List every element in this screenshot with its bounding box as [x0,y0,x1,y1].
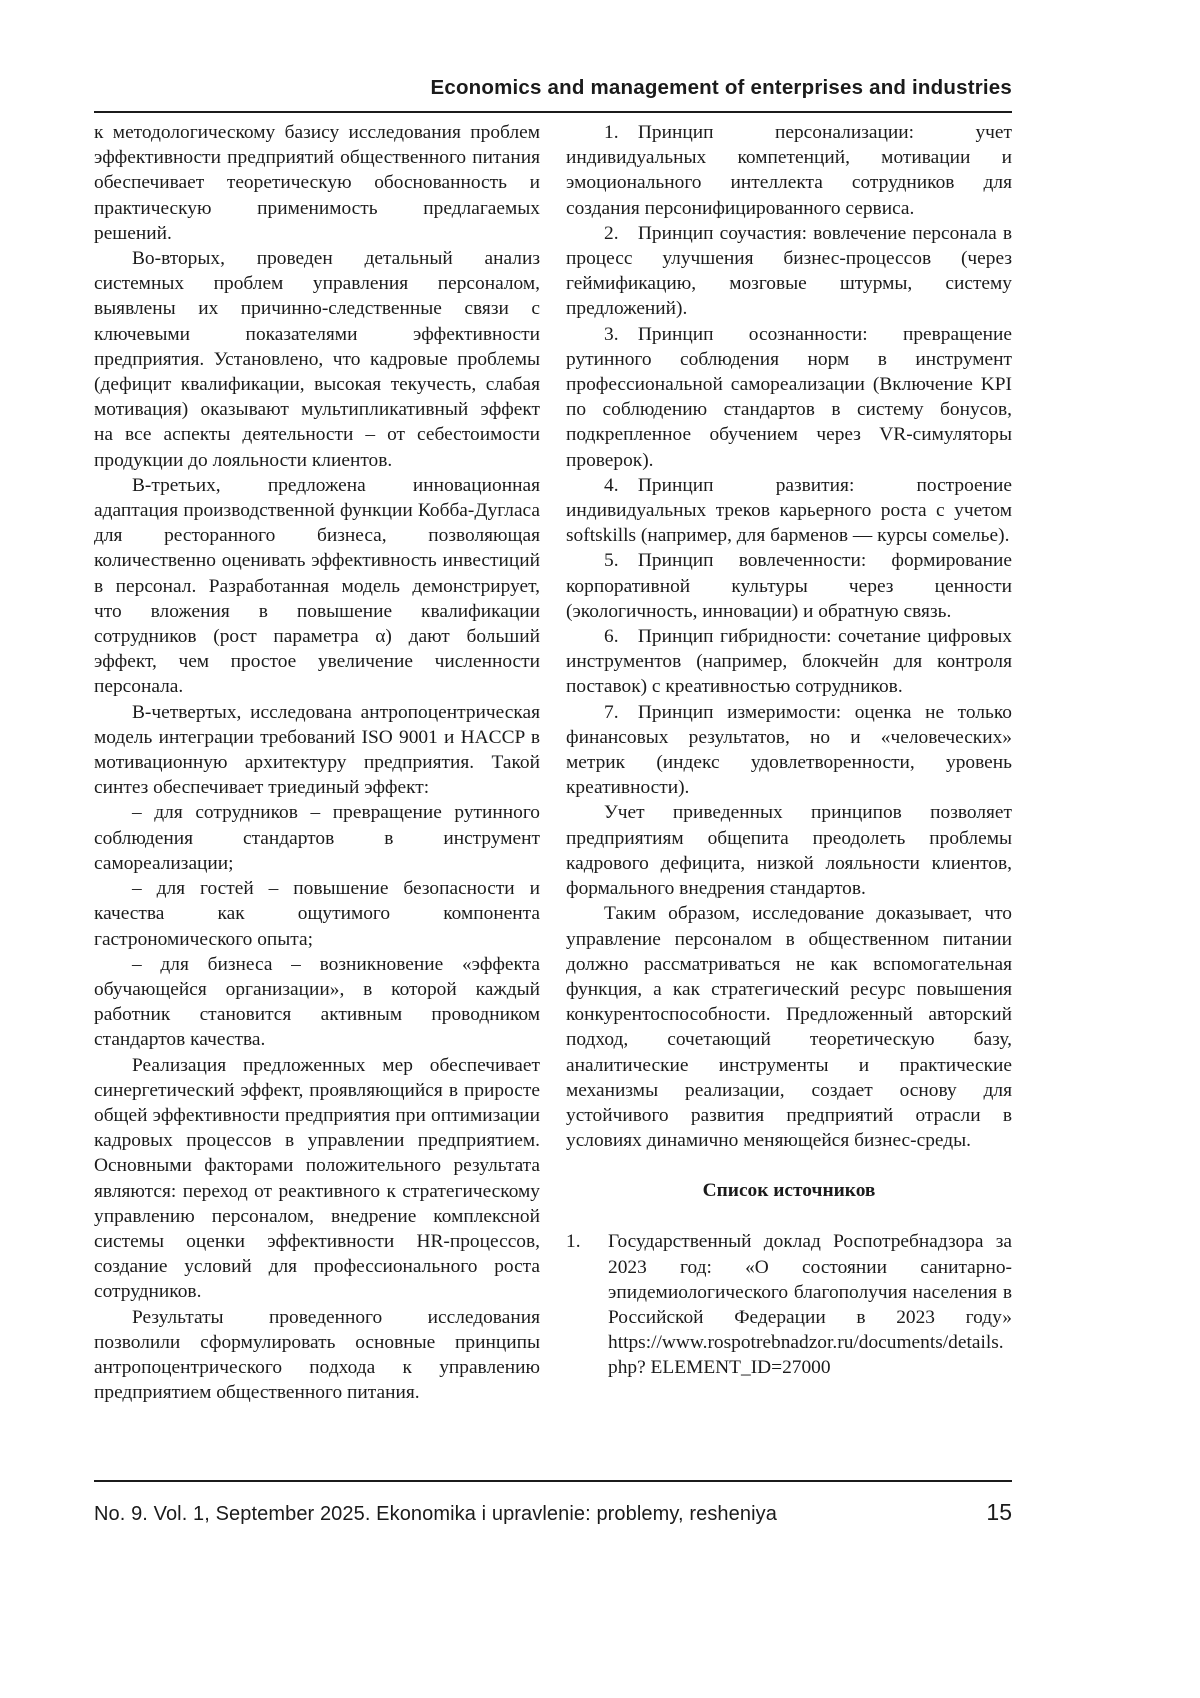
reference-text: Государственный доклад Роспотребнадзора за 2023 год: «О состоянии санитарно-эпидемиологического благополучия населения в Российской Федерации в 2023 году» https://www.rospotrebnadzor.ru/documents/details.php? ELEMENT_ID=27000 [608,1231,1012,1379]
paragraph: Реализация предложенных мер обеспечивает синергетический эффект, проявляющийся в приросте общей эффективности предприятия при оптимизации кадровых процессов в управлении предприятием. Основными факторами положительного результата являются: переход от реактивного к стратегическому управлению персоналом, внедрение комплексной системы оценки эффективности HR-процессов, создание условий для профессионального роста сотрудников. [94,1054,540,1303]
list-item-dash: – для сотрудников – превращение рутинного соблюдения стандартов в инструмент самореализации; [94,802,540,874]
header-rule [94,111,1012,113]
numbered-principle: 1. Принцип персонализации: учет индивидуальных компетенций, мотивации и эмоционального интеллекта сотрудников для создания персонифицированного сервиса. [566,122,1012,219]
paragraph: Результаты проведенного исследования позволили сформулировать основные принципы антропоцентрического подхода к управлению предприятием общественного питания. [94,1306,540,1404]
footer-issue-info: No. 9. Vol. 1, September 2025. Ekonomika i upravlenie: problemy, resheniya [94,1503,777,1525]
numbered-principle: 2. Принцип соучастия: вовлечение персонала в процесс улучшения бизнес-процессов (через геймификацию, мозговые штурмы, систему предложений). [566,222,1012,320]
reference-number: 1. [566,1231,581,1253]
paragraph: В-третьих, предложена инновационная адаптация производственной функции Кобба-Дугласа для ресторанного бизнеса, позволяющая количественно оценивать эффективность инвестиций в персонал. Разработанная модель демонстрирует, что вложения в повышение квалификации сотрудников (рост параметра α) дают больший эффект, чем простое увеличение численности персонала. [94,474,540,698]
paragraph: Учет приведенных принципов позволяет предприятиям общепита преодолеть проблемы кадрового дефицита, низкой лояльности клиентов, формального внедрения стандартов. [566,802,1012,900]
running-head [94,76,1012,113]
footer-rule [94,1480,1012,1482]
numbered-principle: 7. Принцип измеримости: оценка не только финансовых результатов, но и «человеческих» метрик (индекс удовлетворенности, уровень креативности). [566,701,1012,799]
paragraph: Во-вторых, проведен детальный анализ системных проблем управления персоналом, выявлены их причинно-следственные связи с ключевыми показателями эффективности предприятия. Установлено, что кадровые проблемы (дефицит квалификации, высокая текучесть, слабая мотивация) оказывают мультипликативный эффект на все аспекты деятельности – от себестоимости продукции до лояльности клиентов. [94,248,540,471]
footer-page-number: 15 [986,1499,1012,1525]
numbered-principle: 4. Принцип развития: построение индивидуальных треков карьерного роста с учетом softskills (например, для барменов — курсы сомелье). [566,474,1012,547]
page-footer [94,1480,1012,1526]
paragraph: к методологическому базису исследования проблем эффективности предприятий общественного питания обеспечивает теоретическую обоснованность и практическую применимость предлагаемых решений. [94,122,540,244]
article-body [94,120,1012,1405]
numbered-principle: 3. Принцип осознанности: превращение рутинного соблюдения норм в инструмент профессиональной самореализации (Включение KPI по соблюдению стандартов в систему бонусов, подкрепленное обучением через VR-симуляторы проверок). [566,323,1012,471]
right-column [566,120,1012,1405]
paragraph: Таким образом, исследование доказывает, что управление персоналом в общественном питании должно рассматриваться не как вспомогательная функция, а как стратегический ресурс повышения конкурентоспособности. Предложенный авторский подход, сочетающий теоретическую базу, аналитические инструменты и практические механизмы реализации, создает основу для устойчивого развития предприятий отрасли в условиях динамично меняющейся бизнес-среды. [566,903,1012,1152]
reference-item [566,1229,1012,1380]
list-item-dash: – для гостей – повышение безопасности и качества как ощутимого компонента гастрономического опыта; [94,878,540,950]
paragraph: В-четвертых, исследована антропоцентрическая модель интеграции требований ISO 9001 и HACCP в мотивационную архитектуру предприятия. Такой синтез обеспечивает триединый эффект: [94,701,540,799]
numbered-principle: 6. Принцип гибридности: сочетание цифровых инструментов (например, блокчейн для контроля поставок) с креативностью сотрудников. [566,626,1012,698]
sources-heading: Список источников [702,1180,876,1202]
list-item-dash: – для бизнеса – возникновение «эффекта обучающейся организации», в которой каждый работник становится активным проводником стандартов качества. [94,953,540,1051]
left-column [94,120,540,1405]
footer-row [94,1499,1012,1526]
numbered-principle: 5. Принцип вовлеченности: формирование корпоративной культуры через ценности (экологичность, инновации) и обратную связь. [566,550,1012,622]
running-head-title: Economics and management of enterprises and industries [430,76,1012,99]
